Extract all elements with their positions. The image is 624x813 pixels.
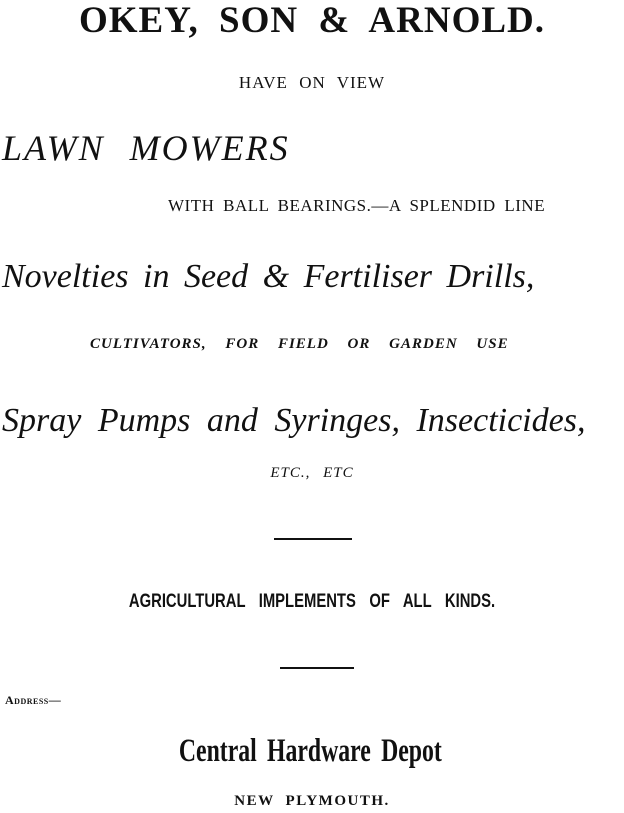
intro-line: HAVE ON VIEW — [238, 73, 386, 92]
address-label: Address— — [5, 693, 62, 707]
divider-rule — [274, 538, 352, 540]
implements-line: AGRICULTURAL IMPLEMENTS OF ALL KINDS. — [128, 591, 496, 612]
etc-line: ETC., ETC — [270, 465, 354, 481]
depot-name: Central Hardware Depot — [178, 733, 442, 769]
ball-bearings-line: WITH BALL BEARINGS.—A SPLENDID LINE — [168, 196, 546, 215]
spray-pumps-heading: Spray Pumps and Syringes, Insecticides, — [2, 402, 586, 439]
town-name: NEW PLYMOUTH. — [234, 793, 390, 809]
lawn-mowers-heading: LAWN MOWERS — [2, 128, 290, 168]
novelties-heading: Novelties in Seed & Fertiliser Drills, — [2, 258, 535, 295]
firm-name-heading: OKEY, SON & ARNOLD. — [78, 0, 545, 41]
cultivators-line: CULTIVATORS, FOR FIELD OR GARDEN USE — [90, 336, 509, 352]
divider-rule — [280, 667, 354, 669]
